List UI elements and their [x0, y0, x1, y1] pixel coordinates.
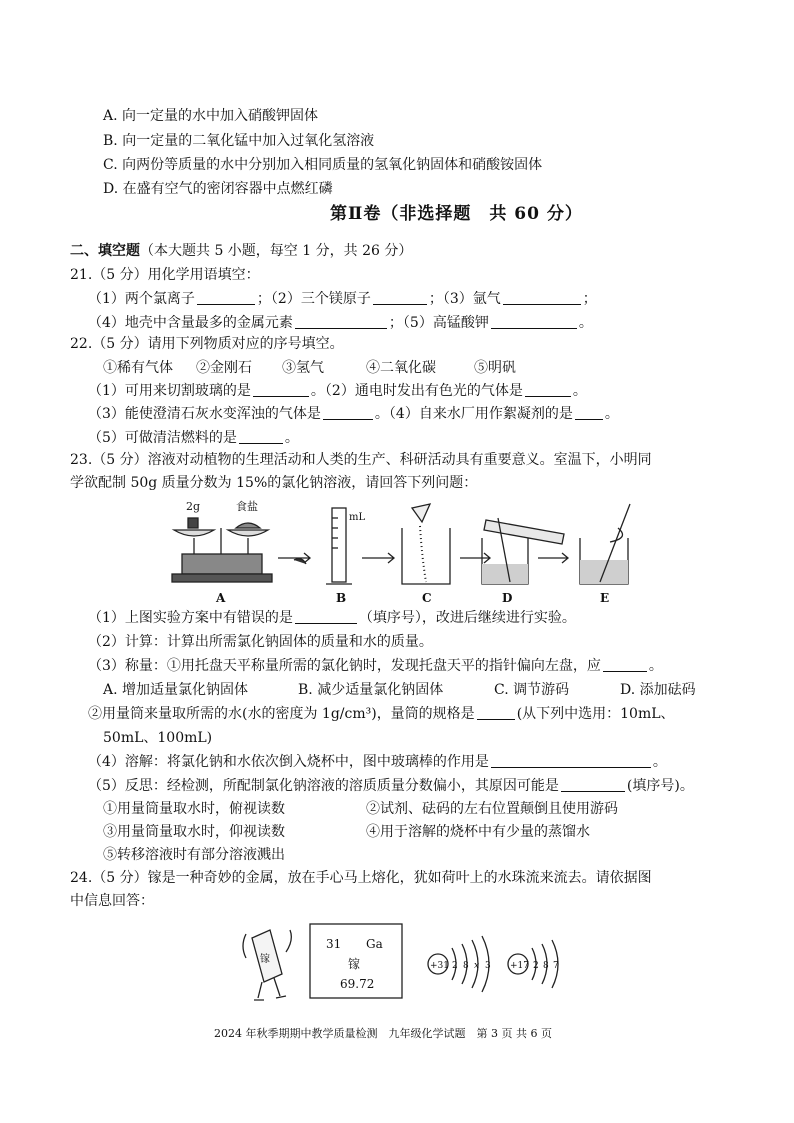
option-c: C. 向两份等质量的水中分别加入相同质量的氢氧化钠固体和硝酸铵固体 — [103, 157, 543, 173]
q22-item-5: ⑤明矾 — [474, 360, 516, 376]
q22-p3: 。 — [572, 383, 587, 399]
q23-s3-tail: 。 — [648, 658, 663, 674]
beaker-c — [402, 528, 450, 584]
fig-unit-label: mL — [349, 512, 366, 523]
q23-choice-a: A. 增加适量氯化钠固体 — [103, 682, 249, 698]
q23-s1 — [88, 608, 576, 628]
q22-line2 — [88, 404, 619, 424]
q23-stem-1: 23.（5 分）溶液对动植物的生理活动和人类的生产、科研活动具有重要意义。室温下，小明同 — [70, 452, 652, 468]
q22-p5: 。（4）自来水厂用作絮凝剂的是 — [374, 406, 573, 422]
q22-p2: 。（2）通电时发出有色光的气体是 — [310, 383, 523, 399]
q23-reason-2: ②试剂、砝码的左右位置颠倒且使用游码 — [366, 801, 618, 817]
fig-mass-label: 2g — [186, 500, 201, 513]
q22-item-2: ②金刚石 — [196, 360, 252, 376]
q23-s4-text: （4）溶解：将氯化钠和水依次倒入烧杯中，图中玻璃棒的作用是 — [88, 754, 489, 770]
fig-label-c: C — [422, 591, 432, 605]
q23-s3c-tail: (从下列中选用：10mL、 — [516, 706, 675, 722]
q22-line1 — [88, 381, 587, 401]
answer-blank[interactable] — [491, 314, 577, 329]
element-symbol: Ga — [366, 937, 383, 951]
q23-s5 — [88, 776, 694, 796]
answer-blank[interactable] — [575, 405, 603, 420]
answer-blank[interactable] — [561, 777, 625, 792]
q23-s3-text: （3）称量：①用托盘天平称量所需的氯化钠时，发现托盘天平的指针偏向左盘，应 — [88, 658, 601, 674]
gallium-figure — [236, 918, 586, 1010]
atom1-shell-4: 3 — [485, 961, 491, 971]
q23-s3 — [88, 656, 663, 676]
q23-s4-tail: 。 — [652, 754, 667, 770]
q21-p3: ；（3）氩气 — [428, 291, 501, 307]
q22-p6: 。 — [604, 406, 619, 422]
q21-stem: 21.（5 分）用化学用语填空： — [70, 267, 260, 283]
fig-label-a: A — [216, 591, 226, 605]
balance-right-pan — [228, 530, 268, 536]
q22-item-3: ③氢气 — [282, 360, 324, 376]
fig-label-d: D — [502, 591, 513, 605]
q23-s2: （2）计算：计算出所需氯化钠固体的质量和水的质量。 — [88, 634, 433, 650]
cartoon-label: 镓 — [260, 954, 270, 965]
balance-left-pan — [174, 530, 214, 536]
atom2-shell-1: 2 — [533, 961, 539, 971]
q23-reason-5: ⑤转移溶液时有部分溶液溅出 — [103, 847, 285, 863]
atom2-shell-2: 8 — [543, 961, 549, 971]
q23-reason-1: ①用量筒量取水时，俯视读数 — [103, 801, 285, 817]
q22-p4: （3）能使澄清石灰水变浑浊的气体是 — [88, 406, 321, 422]
element-number: 31 — [326, 937, 342, 951]
q23-s5-text: （5）反思：经检测，所配制氯化钠溶液的溶质质量分数偏小，其原因可能是 — [88, 778, 559, 794]
balance-body — [182, 554, 262, 574]
answer-blank[interactable] — [323, 405, 373, 420]
option-b: B. 向一定量的二氧化锰中加入过氧化氢溶液 — [103, 133, 375, 149]
q21-p7: 。 — [578, 315, 593, 331]
q22-line3 — [88, 428, 299, 448]
q23-choice-b: B. 减少适量氯化钠固体 — [298, 682, 444, 698]
measuring-cylinder — [332, 508, 346, 582]
element-name: 镓 — [348, 957, 361, 971]
answer-blank[interactable] — [295, 314, 387, 329]
answer-blank[interactable] — [295, 609, 357, 624]
q21-p5: （4）地壳中含量最多的金属元素 — [88, 315, 293, 331]
pouring-cylinder — [484, 520, 564, 544]
q21-p4: ； — [582, 291, 597, 307]
answer-blank[interactable] — [373, 290, 427, 305]
element-mass: 69.72 — [340, 977, 375, 991]
answer-blank[interactable] — [197, 290, 255, 305]
section-title: 第Ⅱ卷（非选择题 共 60 分） — [330, 204, 583, 224]
option-a: A. 向一定量的水中加入硝酸钾固体 — [103, 108, 319, 124]
salt-icon — [236, 523, 260, 528]
q23-s5-tail: (填序号)。 — [626, 778, 694, 794]
q22-p1: （1）可用来切割玻璃的是 — [88, 383, 251, 399]
page-footer: 2024 年秋季期期中教学质量检测 九年级化学试题 第 3 页 共 6 页 — [214, 1027, 552, 1040]
q23-choice-d: D. 添加砝码 — [620, 682, 696, 698]
atom1-shell-3: x — [474, 961, 480, 971]
q22-stem: 22.（5 分）请用下列物质对应的序号填空。 — [70, 336, 344, 352]
q23-stem-2: 学欲配制 50g 质量分数为 15%的氯化钠溶液，请回答下列问题： — [70, 475, 478, 491]
answer-blank[interactable] — [491, 753, 651, 768]
option-d: D. 在盛有空气的密闭容器中点燃红磷 — [103, 181, 333, 197]
atom2-nucleus: +17 — [510, 961, 529, 971]
q23-reason-3: ③用量筒量取水时，仰视读数 — [103, 824, 285, 840]
answer-blank[interactable] — [603, 657, 647, 672]
answer-blank[interactable] — [477, 705, 515, 720]
q23-s3c-text: ②用量筒来量取所需的水(水的密度为 1g/cm³)，量筒的规格是 — [88, 706, 475, 722]
part2-heading: 二、填空题 — [70, 243, 140, 259]
fig-label-b: B — [336, 591, 347, 605]
q23-s3c — [88, 704, 675, 724]
q23-s4 — [88, 752, 667, 772]
fig-salt-label: 食盐 — [236, 500, 258, 513]
q24-stem-2: 中信息回答： — [70, 893, 154, 909]
answer-blank[interactable] — [503, 290, 581, 305]
q22-p8: 。 — [284, 430, 299, 446]
q24-stem-1: 24.（5 分）镓是一种奇妙的金属，放在手心马上熔化，犹如荷叶上的水珠流来流去。请依据图 — [70, 870, 652, 886]
atom1-nucleus: +31 — [430, 961, 449, 971]
fig-label-e: E — [600, 591, 610, 605]
q21-p2: ；（2）三个镁原子 — [256, 291, 371, 307]
q22-item-1: ①稀有气体 — [103, 360, 173, 376]
q21-p6: ；（5）高锰酸钾 — [388, 315, 489, 331]
atom2-shell-3: 7 — [553, 961, 559, 971]
weight-icon — [188, 518, 198, 528]
q22-p7: （5）可做清洁燃料的是 — [88, 430, 237, 446]
q23-s1-tail: （填序号），改进后继续进行实验。 — [358, 610, 576, 626]
q21-line1 — [88, 289, 597, 309]
answer-blank[interactable] — [525, 382, 571, 397]
q23-choice-c: C. 调节游码 — [494, 682, 570, 698]
experiment-figure — [160, 498, 640, 610]
q23-reason-4: ④用于溶解的烧杯中有少量的蒸馏水 — [366, 824, 590, 840]
paper-icon — [412, 504, 430, 522]
part2-note: （本大题共 5 小题，每空 1 分，共 26 分） — [140, 243, 413, 259]
q22-item-4: ④二氧化碳 — [366, 360, 436, 376]
q21-p1: （1）两个氯离子 — [88, 291, 195, 307]
atom1-shell-1: 2 — [452, 961, 458, 971]
atom1-shell-2: 8 — [463, 961, 469, 971]
part2-heading-line — [70, 241, 412, 261]
q23-s1-text: （1）上图实验方案中有错误的是 — [88, 610, 293, 626]
q21-line2 — [88, 313, 593, 333]
answer-blank[interactable] — [239, 429, 283, 444]
answer-blank[interactable] — [253, 382, 309, 397]
q23-s3d: 50mL、100mL) — [103, 730, 213, 746]
